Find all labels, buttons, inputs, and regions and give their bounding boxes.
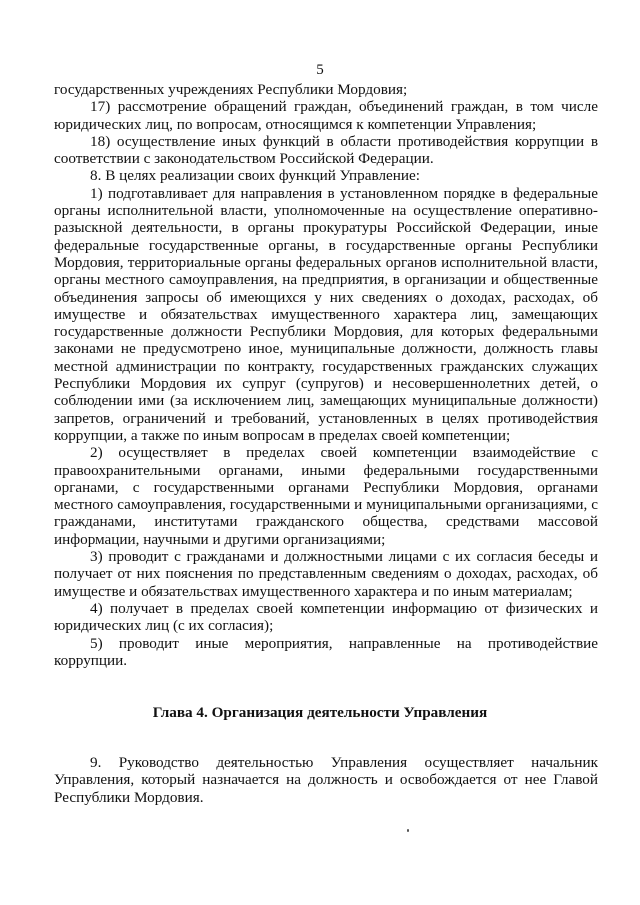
body-text	[54, 81, 598, 669]
paragraph-item-3: 3) проводит с гражданами и должностными лицами с их согласия беседы и получает от них пояснения по представленным сведениям о доходах, расходах, об имуществе и обязательствах имущественного характера и по иным материалам;	[54, 548, 598, 600]
page-number: 5	[316, 62, 324, 78]
paragraph-section-8: 8. В целях реализации своих функций Управление:	[90, 167, 421, 185]
paragraph-item-17: 17) рассмотрение обращений граждан, объединений граждан, в том числе юридических лиц, по вопросам, относящимся к компетенции Управления;	[54, 98, 598, 133]
paragraph-section-9: 9. Руководство деятельностью Управления осуществляет начальник Управления, который назначается на должность и освобождается от нее Главой Республики Мордовия.	[54, 754, 598, 806]
paragraph-item-5: 5) проводит иные мероприятия, направленные на противодействие коррупции.	[54, 634, 598, 669]
paragraph-item-18: 18) осуществление иных функций в области противодействия коррупции в соответствии с законодательством Российской Федерации.	[54, 132, 598, 168]
paragraph-item-1: 1) подготавливает для направления в установленном порядке в федеральные органы исполнительной власти, уполномоченные на осуществление оперативно-разыскной деятельности, в органы прокуратуры Российской Федерации, иные федеральные государственные органы, в государственные органы Республики Мордовия, территориальные органы федеральных органов исполнительной власти, органы местного самоуправления, на предприятия, в организации и общественные объединения запросы об имеющихся у них сведениях о доходах, расходах, об имуществе и обязательствах имущественного характера лиц, замещающих государственные должности Республики Мордовия, для которых федеральными законами не предусмотрено иное, муниципальные должности, должность главы местной администрации по контракту, государственных гражданских служащих Республики Мордовия их супруг (супругов) и несовершеннолетних детей, о соблюдении ими (за исключением лиц, замещающих муниципальные должности) запретов, ограничений и требований, установленных в целях противодействия коррупции, а также по иным вопросам в пределах своей компетенции;	[54, 184, 598, 444]
scan-speck	[407, 829, 409, 832]
paragraph-continuation: государственных учреждениях Республики Мордовия;	[54, 81, 408, 98]
chapter-title: Глава 4. Организация деятельности Управления	[152, 704, 488, 721]
paragraph-item-2: 2) осуществляет в пределах своей компетенции взаимодействие с правоохранительными органами, иными федеральными государственными органами, с государственными органами Республики Мордовия, органами местного самоуправления, государственными и муниципальными организациями, с гражданами, институтами гражданского общества, средствами массовой информации, научными и другими организациями;	[54, 444, 598, 548]
paragraph-item-4: 4) получает в пределах своей компетенции информацию от физических и юридических лиц (с их согласия);	[54, 599, 598, 635]
